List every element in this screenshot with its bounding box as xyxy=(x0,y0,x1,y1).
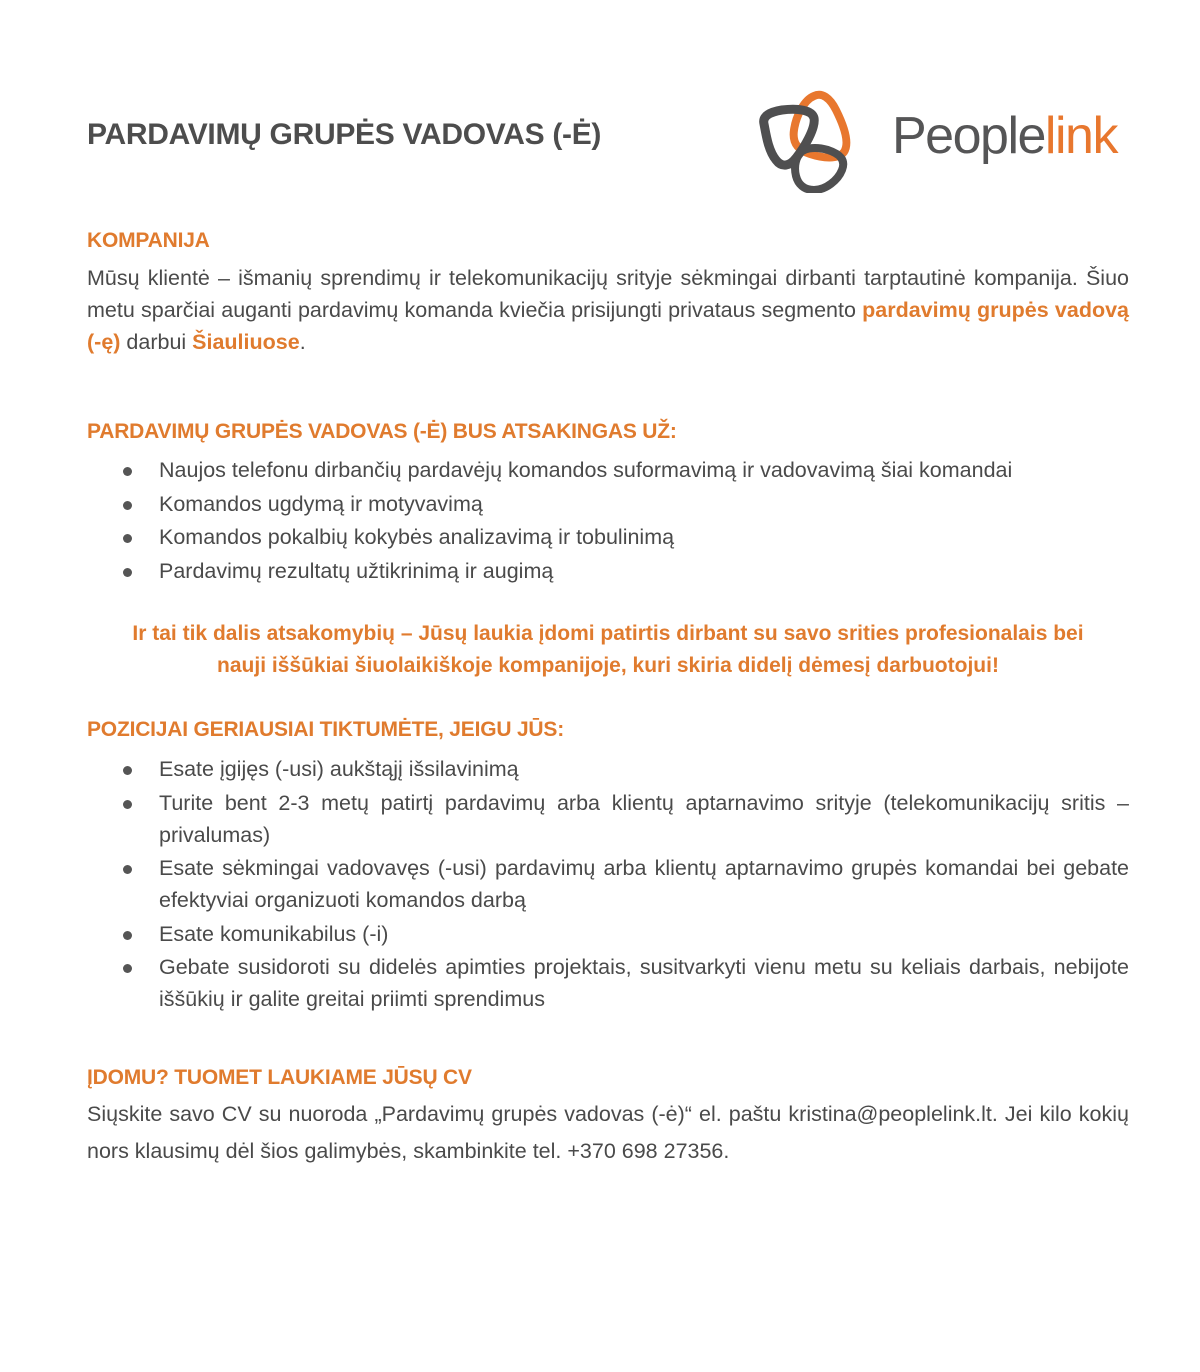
list-item xyxy=(87,521,1129,553)
list-item-text: Turite bent 2-3 metų patirtį pardavimų arba klientų aptarnavimo srityje (telekomunikacijų sritis – privalumas) xyxy=(159,790,1129,847)
list-item-text: Esate sėkmingai vadovavęs (-usi) pardavimų arba klientų aptarnavimo grupės komandai bei gebate efektyviai organizuoti komandos darbą xyxy=(159,856,1129,912)
section-heading-company: KOMPANIJA xyxy=(87,229,210,252)
list-item xyxy=(87,951,1129,1015)
bullet-icon xyxy=(123,568,132,577)
company-text: darbui xyxy=(120,330,193,354)
bullet-icon xyxy=(123,467,132,476)
highlight-note xyxy=(87,618,1129,682)
list-item-text: Gebate susidoroti su didelės apimties projektais, susitvarkyti vienu metu su keliais darbais, nebijote iššūkių ir galite greitai priimti sprendimus xyxy=(159,955,1129,1011)
logo-text-accent: link xyxy=(1044,107,1117,165)
apply-text: . xyxy=(723,1139,730,1163)
company-text: Mūsų klientė – išmanių sprendimų ir telekomunikacijų srityje sėkmingai dirbanti tarptautinė kompanija. Šiuo metu sparčiai auganti pardavimų komanda kviečia prisijungti privataus segmento xyxy=(87,266,1129,322)
list-item-text: Komandos pokalbių kokybės analizavimą ir tobulinimą xyxy=(159,525,675,549)
highlight-city: Šiauliuose xyxy=(192,330,300,354)
bullet-icon xyxy=(123,964,132,973)
logo-text-main: People xyxy=(892,107,1045,165)
apply-text: . Jei kilo kokių nors klausimų dėl šios galimybės, skambinkite tel. xyxy=(87,1102,1129,1163)
list-item xyxy=(87,852,1129,916)
list-item xyxy=(87,753,1129,785)
bullet-icon xyxy=(123,501,132,510)
section-heading-responsibilities: PARDAVIMŲ GRUPĖS VADOVAS (-Ė) BUS ATSAKINGAS UŽ: xyxy=(87,420,677,443)
section-heading-apply: ĮDOMU? TUOMET LAUKIAME JŪSŲ CV xyxy=(87,1066,472,1089)
bullet-icon xyxy=(123,931,132,940)
list-item-text: Esate komunikabilus (-i) xyxy=(159,921,389,946)
list-item-text: Esate įgijęs (-usi) aukštąjį išsilavinimą xyxy=(159,757,519,781)
list-item xyxy=(87,454,1129,486)
phone-number[interactable]: +370 698 27356 xyxy=(567,1139,724,1163)
logo-wordmark xyxy=(892,106,1117,166)
note-line: Ir tai tik dalis atsakomybių – Jūsų laukia įdomi patirtis dirbant su savo srities profesionalais bei xyxy=(132,622,1084,645)
list-item xyxy=(87,787,1129,851)
requirements-list xyxy=(87,753,1129,1017)
responsibilities-list xyxy=(87,454,1129,588)
email-link[interactable]: kristina@peoplelink.lt xyxy=(788,1102,992,1126)
list-item-text: Naujos telefonu dirbančių pardavėjų komandos suformavimą ir vadovavimą šiai komandai xyxy=(159,458,1013,482)
section-heading-requirements: POZICIJAI GERIAUSIAI TIKTUMĖTE, JEIGU JŪS: xyxy=(87,718,564,741)
logo-mark-icon xyxy=(752,88,857,193)
list-item xyxy=(87,555,1129,587)
list-item-text: Komandos ugdymą ir motyvavimą xyxy=(159,491,483,516)
company-description xyxy=(87,262,1129,358)
page-title: PARDAVIMŲ GRUPĖS VADOVAS (-Ė) xyxy=(87,118,602,151)
list-item xyxy=(87,488,1129,520)
peoplelink-logo xyxy=(752,88,1132,193)
apply-text: Siųskite savo CV su nuoroda „Pardavimų grupės vadovas (-ė)“ el. paštu xyxy=(87,1102,789,1126)
highlight-role: pardavimų grupės vadovą (-ę) xyxy=(87,298,1130,354)
bullet-icon xyxy=(123,766,132,775)
bullet-icon xyxy=(123,865,132,874)
note-line: nauji iššūkiai šiuolaikiškoje kompanijoje, kuri skiria didelį dėmesį darbuotojui! xyxy=(217,654,999,677)
apply-instructions xyxy=(87,1096,1129,1170)
bullet-icon xyxy=(123,800,132,809)
company-text: . xyxy=(299,330,306,354)
list-item-text: Pardavimų rezultatų užtikrinimą ir augimą xyxy=(159,558,554,583)
list-item xyxy=(87,918,1129,950)
bullet-icon xyxy=(123,534,132,543)
